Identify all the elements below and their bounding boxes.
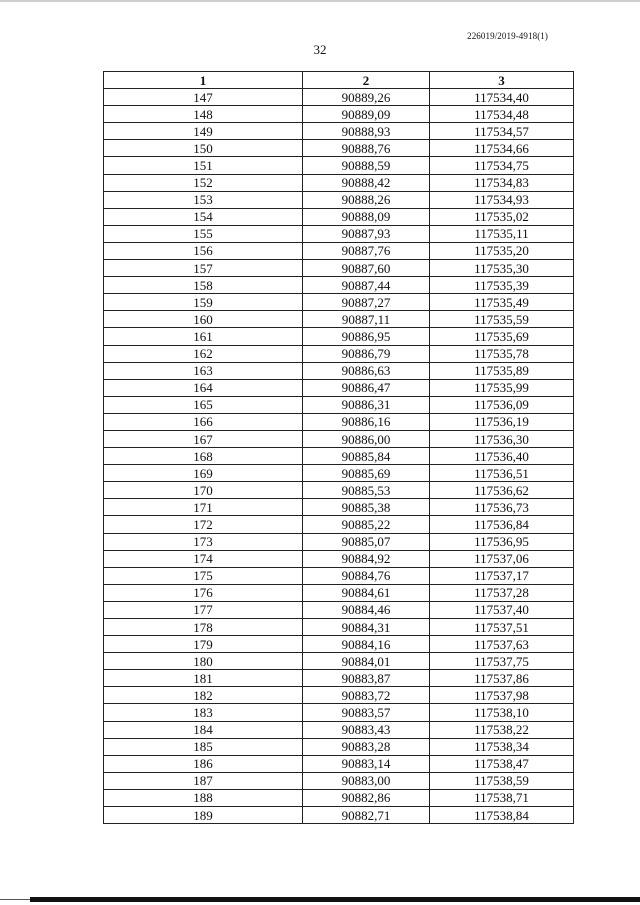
table-row [104, 362, 574, 379]
x-coordinate-cell: 90888,76 [303, 140, 430, 157]
table-row [104, 208, 574, 225]
x-coordinate-cell: 90887,60 [303, 260, 430, 277]
y-coordinate-cell: 117535,11 [430, 225, 574, 242]
x-coordinate-cell: 90884,46 [303, 601, 430, 618]
x-coordinate-cell: 90882,71 [303, 807, 430, 824]
y-coordinate-cell: 117538,34 [430, 738, 574, 755]
x-coordinate-cell: 90889,09 [303, 106, 430, 123]
point-number-cell: 155 [104, 225, 303, 242]
table-row [104, 123, 574, 140]
table-header-row [104, 72, 574, 89]
y-coordinate-cell: 117536,19 [430, 413, 574, 430]
y-coordinate-cell: 117537,98 [430, 687, 574, 704]
y-coordinate-cell: 117535,69 [430, 328, 574, 345]
y-coordinate-cell: 117534,48 [430, 106, 574, 123]
table-row [104, 106, 574, 123]
point-number-cell: 154 [104, 208, 303, 225]
table-row [104, 516, 574, 533]
x-coordinate-cell: 90887,93 [303, 225, 430, 242]
table-row [104, 584, 574, 601]
table-row [104, 482, 574, 499]
point-number-cell: 161 [104, 328, 303, 345]
point-number-cell: 150 [104, 140, 303, 157]
table-row [104, 807, 574, 824]
x-coordinate-cell: 90886,95 [303, 328, 430, 345]
point-number-cell: 158 [104, 277, 303, 294]
point-number-cell: 148 [104, 106, 303, 123]
x-coordinate-cell: 90887,11 [303, 311, 430, 328]
point-number-cell: 151 [104, 157, 303, 174]
point-number-cell: 159 [104, 294, 303, 311]
table-row [104, 413, 574, 430]
point-number-cell: 169 [104, 465, 303, 482]
x-coordinate-cell: 90884,01 [303, 653, 430, 670]
column-header-y: 3 [430, 72, 574, 89]
document-reference-number: 226019/2019-4918(1) [467, 31, 548, 41]
y-coordinate-cell: 117534,75 [430, 157, 574, 174]
point-number-cell: 172 [104, 516, 303, 533]
y-coordinate-cell: 117534,83 [430, 174, 574, 191]
y-coordinate-cell: 117537,28 [430, 584, 574, 601]
y-coordinate-cell: 117538,22 [430, 721, 574, 738]
point-number-cell: 185 [104, 738, 303, 755]
table-row [104, 772, 574, 789]
x-coordinate-cell: 90885,69 [303, 465, 430, 482]
table-row [104, 260, 574, 277]
table-row [104, 499, 574, 516]
y-coordinate-cell: 117536,84 [430, 516, 574, 533]
table-row [104, 533, 574, 550]
table-row [104, 89, 574, 106]
point-number-cell: 147 [104, 89, 303, 106]
x-coordinate-cell: 90883,28 [303, 738, 430, 755]
x-coordinate-cell: 90888,93 [303, 123, 430, 140]
bottom-scan-band [30, 897, 640, 902]
column-header-x: 2 [303, 72, 430, 89]
point-number-cell: 176 [104, 584, 303, 601]
x-coordinate-cell: 90887,27 [303, 294, 430, 311]
point-number-cell: 180 [104, 653, 303, 670]
x-coordinate-cell: 90884,61 [303, 584, 430, 601]
point-number-cell: 179 [104, 636, 303, 653]
x-coordinate-cell: 90885,07 [303, 533, 430, 550]
table-row [104, 311, 574, 328]
y-coordinate-cell: 117535,59 [430, 311, 574, 328]
x-coordinate-cell: 90888,42 [303, 174, 430, 191]
point-number-cell: 186 [104, 755, 303, 772]
x-coordinate-cell: 90883,00 [303, 772, 430, 789]
x-coordinate-cell: 90884,16 [303, 636, 430, 653]
y-coordinate-cell: 117535,30 [430, 260, 574, 277]
x-coordinate-cell: 90888,26 [303, 191, 430, 208]
y-coordinate-cell: 117535,39 [430, 277, 574, 294]
x-coordinate-cell: 90888,09 [303, 208, 430, 225]
point-number-cell: 167 [104, 430, 303, 447]
point-number-cell: 168 [104, 448, 303, 465]
x-coordinate-cell: 90887,44 [303, 277, 430, 294]
x-coordinate-cell: 90885,53 [303, 482, 430, 499]
y-coordinate-cell: 117535,02 [430, 208, 574, 225]
x-coordinate-cell: 90885,38 [303, 499, 430, 516]
x-coordinate-cell: 90883,72 [303, 687, 430, 704]
y-coordinate-cell: 117538,71 [430, 789, 574, 806]
y-coordinate-cell: 117535,89 [430, 362, 574, 379]
y-coordinate-cell: 117538,47 [430, 755, 574, 772]
table-row [104, 755, 574, 772]
x-coordinate-cell: 90886,31 [303, 396, 430, 413]
point-number-cell: 160 [104, 311, 303, 328]
point-number-cell: 188 [104, 789, 303, 806]
y-coordinate-cell: 117537,86 [430, 670, 574, 687]
point-number-cell: 184 [104, 721, 303, 738]
x-coordinate-cell: 90886,00 [303, 430, 430, 447]
top-border-line [0, 0, 640, 2]
y-coordinate-cell: 117534,57 [430, 123, 574, 140]
table-row [104, 430, 574, 447]
coordinates-table [103, 71, 574, 824]
y-coordinate-cell: 117537,06 [430, 550, 574, 567]
page-number: 32 [313, 42, 327, 57]
table-row [104, 567, 574, 584]
table-row [104, 396, 574, 413]
y-coordinate-cell: 117536,09 [430, 396, 574, 413]
point-number-cell: 174 [104, 550, 303, 567]
table-row [104, 704, 574, 721]
table-row [104, 379, 574, 396]
x-coordinate-cell: 90884,92 [303, 550, 430, 567]
x-coordinate-cell: 90886,63 [303, 362, 430, 379]
x-coordinate-cell: 90882,86 [303, 789, 430, 806]
x-coordinate-cell: 90888,59 [303, 157, 430, 174]
point-number-cell: 170 [104, 482, 303, 499]
table-body [104, 89, 574, 824]
point-number-cell: 157 [104, 260, 303, 277]
table-row [104, 465, 574, 482]
x-coordinate-cell: 90884,31 [303, 619, 430, 636]
y-coordinate-cell: 117537,40 [430, 601, 574, 618]
x-coordinate-cell: 90883,57 [303, 704, 430, 721]
x-coordinate-cell: 90886,79 [303, 345, 430, 362]
y-coordinate-cell: 117537,63 [430, 636, 574, 653]
point-number-cell: 171 [104, 499, 303, 516]
table-row [104, 191, 574, 208]
y-coordinate-cell: 117537,51 [430, 619, 574, 636]
y-coordinate-cell: 117534,40 [430, 89, 574, 106]
point-number-cell: 182 [104, 687, 303, 704]
y-coordinate-cell: 117534,93 [430, 191, 574, 208]
table-row [104, 738, 574, 755]
column-header-point-number: 1 [104, 72, 303, 89]
x-coordinate-cell: 90884,76 [303, 567, 430, 584]
y-coordinate-cell: 117538,10 [430, 704, 574, 721]
point-number-cell: 183 [104, 704, 303, 721]
point-number-cell: 173 [104, 533, 303, 550]
table-row [104, 448, 574, 465]
y-coordinate-cell: 117536,73 [430, 499, 574, 516]
point-number-cell: 181 [104, 670, 303, 687]
table-row [104, 242, 574, 259]
point-number-cell: 162 [104, 345, 303, 362]
table-row [104, 789, 574, 806]
y-coordinate-cell: 117535,78 [430, 345, 574, 362]
y-coordinate-cell: 117535,99 [430, 379, 574, 396]
point-number-cell: 156 [104, 242, 303, 259]
table-row [104, 225, 574, 242]
y-coordinate-cell: 117536,30 [430, 430, 574, 447]
table-row [104, 550, 574, 567]
table-row [104, 670, 574, 687]
point-number-cell: 175 [104, 567, 303, 584]
table-row [104, 601, 574, 618]
x-coordinate-cell: 90889,26 [303, 89, 430, 106]
point-number-cell: 187 [104, 772, 303, 789]
table-row [104, 174, 574, 191]
y-coordinate-cell: 117538,59 [430, 772, 574, 789]
x-coordinate-cell: 90885,84 [303, 448, 430, 465]
point-number-cell: 153 [104, 191, 303, 208]
x-coordinate-cell: 90883,43 [303, 721, 430, 738]
table-row [104, 721, 574, 738]
table-row [104, 636, 574, 653]
x-coordinate-cell: 90886,16 [303, 413, 430, 430]
point-number-cell: 166 [104, 413, 303, 430]
y-coordinate-cell: 117534,66 [430, 140, 574, 157]
table-row [104, 140, 574, 157]
table-row [104, 619, 574, 636]
y-coordinate-cell: 117535,20 [430, 242, 574, 259]
point-number-cell: 189 [104, 807, 303, 824]
x-coordinate-cell: 90886,47 [303, 379, 430, 396]
y-coordinate-cell: 117536,95 [430, 533, 574, 550]
table-row [104, 328, 574, 345]
point-number-cell: 149 [104, 123, 303, 140]
table-row [104, 345, 574, 362]
x-coordinate-cell: 90887,76 [303, 242, 430, 259]
x-coordinate-cell: 90883,14 [303, 755, 430, 772]
point-number-cell: 165 [104, 396, 303, 413]
y-coordinate-cell: 117535,49 [430, 294, 574, 311]
point-number-cell: 164 [104, 379, 303, 396]
y-coordinate-cell: 117537,17 [430, 567, 574, 584]
table-row [104, 687, 574, 704]
point-number-cell: 163 [104, 362, 303, 379]
y-coordinate-cell: 117538,84 [430, 807, 574, 824]
y-coordinate-cell: 117536,40 [430, 448, 574, 465]
x-coordinate-cell: 90885,22 [303, 516, 430, 533]
y-coordinate-cell: 117536,62 [430, 482, 574, 499]
y-coordinate-cell: 117536,51 [430, 465, 574, 482]
y-coordinate-cell: 117537,75 [430, 653, 574, 670]
table-row [104, 653, 574, 670]
table-row [104, 157, 574, 174]
table-row [104, 294, 574, 311]
point-number-cell: 178 [104, 619, 303, 636]
point-number-cell: 152 [104, 174, 303, 191]
x-coordinate-cell: 90883,87 [303, 670, 430, 687]
point-number-cell: 177 [104, 601, 303, 618]
table-row [104, 277, 574, 294]
